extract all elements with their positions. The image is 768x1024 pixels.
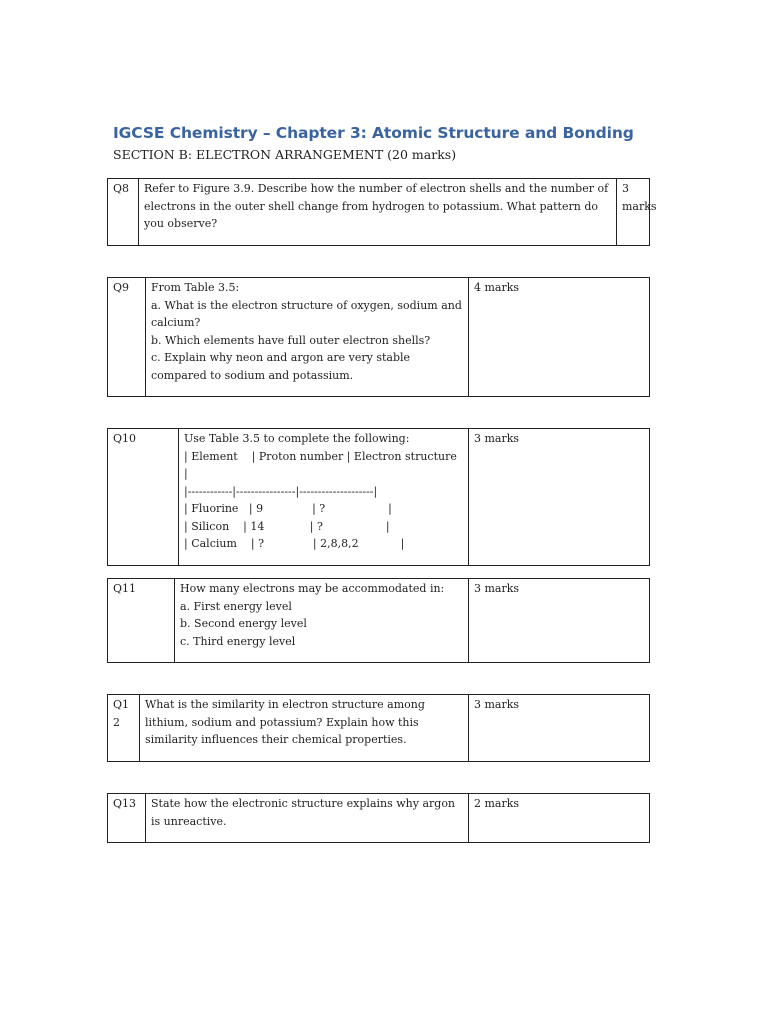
question-text: State how the electronic structure explains why argon is unreactive. <box>146 794 469 843</box>
question-number: Q13 <box>108 794 146 843</box>
question-row <box>108 695 650 762</box>
question-row <box>108 429 650 566</box>
question-table-q8 <box>107 178 657 246</box>
document-title: IGCSE Chemistry – Chapter 3: Atomic Structure and Bonding <box>113 124 634 142</box>
question-row <box>108 579 650 663</box>
question-marks: 3 marks <box>617 179 650 246</box>
question-marks: 3 marks <box>469 429 650 566</box>
question-text: Refer to Figure 3.9. Describe how the number of electron shells and the number of electrons in the outer shell change from hydrogen to potassium. What pattern do you observe? <box>139 179 617 246</box>
question-table-q13 <box>107 793 650 843</box>
question-table-q10 <box>107 428 650 566</box>
question-table-q12 <box>107 694 650 762</box>
question-text: What is the similarity in electron structure among lithium, sodium and potassium? Explain how this similarity influences their chemical properties. <box>140 695 469 762</box>
question-marks: 3 marks <box>469 579 650 663</box>
question-row <box>108 278 650 397</box>
question-table-q9 <box>107 277 650 397</box>
question-number: Q9 <box>108 278 146 397</box>
question-table-q11 <box>107 578 650 663</box>
question-number: Q10 <box>108 429 179 566</box>
question-marks: 2 marks <box>469 794 650 843</box>
question-number: Q12 <box>108 695 140 762</box>
question-text: From Table 3.5: a. What is the electron structure of oxygen, sodium and calcium? b. Which elements have full outer electron shells? c. Explain why neon and argon are very stable compared to sodium and potassium. <box>146 278 469 397</box>
question-number: Q11 <box>108 579 175 663</box>
question-row <box>108 794 650 843</box>
section-heading: SECTION B: ELECTRON ARRANGEMENT (20 marks) <box>113 147 457 162</box>
question-text: How many electrons may be accommodated in: a. First energy level b. Second energy level c. Third energy level <box>175 579 469 663</box>
question-marks: 3 marks <box>469 695 650 762</box>
question-text: Use Table 3.5 to complete the following: | Element | Proton number | Electron structure | |------------|----------------|--------------------| | Fluorine | 9 | ? | | Silicon | 14 | ? | | Calcium | ? | 2,8,8,2 | <box>179 429 469 566</box>
question-marks: 4 marks <box>469 278 650 397</box>
question-row <box>108 179 650 246</box>
question-number: Q8 <box>108 179 139 246</box>
